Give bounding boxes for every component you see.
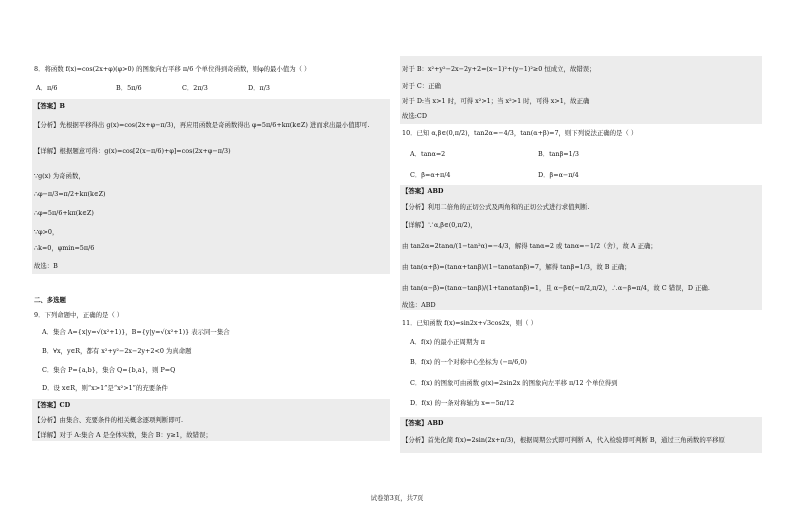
q11-option-a: A．f(x) 的最小正周期为 π — [410, 338, 485, 346]
q11-option-c: C．f(x) 的图象可由函数 g(x)=2sin2x 的图象向左平移 π/12 个单位得到 — [410, 379, 618, 387]
q9-answer: 【答案】CD — [34, 401, 71, 409]
q9-detail-b: 对于 B：x²+y²−2x−2y+2=(x−1)²+(y−1)²≥0 恒成立，故错误； — [402, 65, 596, 73]
question-8: 8．将函数 f(x)=cos(2x+φ)(φ>0) 的图象向右平移 π/6 个单位得到奇函数，则φ的最小值为（ ） — [34, 65, 311, 73]
q8-step-3: ∴φ=5π/6+kπ(k∈Z) — [34, 209, 94, 217]
q10-option-c: C．β=α+π/4 — [410, 171, 451, 179]
q8-step-4: ∵φ>0， — [34, 228, 59, 236]
q11-option-d: D．f(x) 的一条对称轴为 x=−5π/12 — [410, 399, 515, 407]
section-title: 二、多选题 — [34, 296, 66, 304]
q9-option-a: A．集合 A={x|y=√(x²+1)}，B={y|y=√(x²+1)} 表示同一集合 — [42, 328, 230, 336]
page-footer: 试卷第3页，共7页 — [370, 494, 424, 502]
q9-option-d: D．设 x∈R，则“x>1”是“x²>1”的充要条件 — [42, 384, 168, 392]
q8-detail: 【详解】根据题意可得：g(x)=cos[2(x−π/6)+φ]=cos(2x+φ−π/3) — [34, 147, 231, 155]
q8-option-b: B．5π/6 — [116, 84, 142, 92]
q10-option-a: A．tanα=2 — [410, 150, 446, 158]
q10-option-d: D．β=α−π/4 — [538, 171, 579, 179]
q10-detail-2: 由 tan2α=2tanα/(1−tan²α)=−4/3，解得 tanα=2 或 tanα=−1/2（舍），故 A 正确； — [402, 242, 657, 250]
q8-answer: 【答案】B — [34, 102, 65, 110]
q8-step-1: ∵g(x) 为奇函数， — [34, 172, 85, 180]
q10-option-b: B．tanβ=1/3 — [538, 150, 579, 158]
q8-choice: 故选：B — [34, 262, 58, 270]
q9-analysis: 【分析】由集合、充要条件的相关概念逐项判断即可. — [34, 416, 184, 424]
q9-option-c: C．集合 P={a,b}，集合 Q={b,a}，则 P=Q — [42, 366, 176, 374]
q9-detail-c: 对于 C：正确 — [402, 82, 441, 90]
q9-detail-d: 对于 D:当 x>1 时，可得 x²>1；当 x²>1 时，可得 x>1，故正确 — [402, 97, 590, 105]
question-11: 11．已知函数 f(x)=sin2x+√3cos2x，则（ ） — [402, 319, 537, 327]
q8-step-2: ∴φ−π/3=π/2+kπ(k∈Z) — [34, 190, 106, 198]
q9-detail: 【详解】对于 A:集合 A 是全体实数，集合 B：y≥1，故错误； — [34, 431, 212, 439]
question-9: 9．下列命题中，正确的是（ ） — [34, 311, 124, 319]
q10-analysis: 【分析】利用二倍角的正切公式及两角和的正切公式进行求值判断. — [402, 203, 590, 211]
q10-detail-4: 由 tan(α−β)=(tanα−tanβ)/(1+tanαtanβ)=1，且 α−β∈(−π/2,π/2)，∴α−β=π/4，故 C 错误，D 正确. — [402, 284, 710, 292]
q10-detail-3: 由 tan(α+β)=(tanα+tanβ)/(1−tanαtanβ)=7，解得 tanβ=1/3，故 B 正确； — [402, 263, 631, 271]
q8-option-c: C．2π/3 — [182, 84, 208, 92]
q11-analysis: 【分析】首先化简 f(x)=2sin(2x+π/3)，根据周期公式即可判断 A，代入检验即可判断 B，通过三角函数的平移原 — [402, 436, 725, 444]
q8-analysis: 【分析】先根据平移得出 g(x)=cos(2x+φ−π/3)，再应用函数是奇函数得出 φ=5π/6+kπ(k∈Z) 进而求出最小值即可. — [34, 121, 370, 129]
q9-option-b: B．∀x，y∈R，都有 x²+y²−2x−2y+2<0 为真命题 — [42, 347, 192, 355]
question-10: 10．已知 α,β∈(0,π/2)，tan2α=−4/3，tan(α+β)=7，则下列说法正确的是（ ） — [402, 129, 638, 137]
q11-option-b: B．f(x) 的一个对称中心坐标为 (−π/6,0) — [410, 358, 527, 366]
q10-choice: 故选：ABD — [402, 301, 436, 309]
q10-detail-1: 【详解】∵α,β∈(0,π/2)， — [402, 221, 477, 229]
q11-solution-block — [400, 417, 762, 453]
q8-step-5: ∴k=0，φmin=5π/6 — [34, 244, 95, 252]
q11-answer: 【答案】ABD — [402, 419, 444, 427]
q9-choice: 故选:CD — [402, 112, 427, 120]
q8-option-d: D．π/3 — [248, 84, 270, 92]
q10-answer: 【答案】ABD — [402, 187, 444, 195]
q8-option-a: A．π/6 — [36, 84, 58, 92]
